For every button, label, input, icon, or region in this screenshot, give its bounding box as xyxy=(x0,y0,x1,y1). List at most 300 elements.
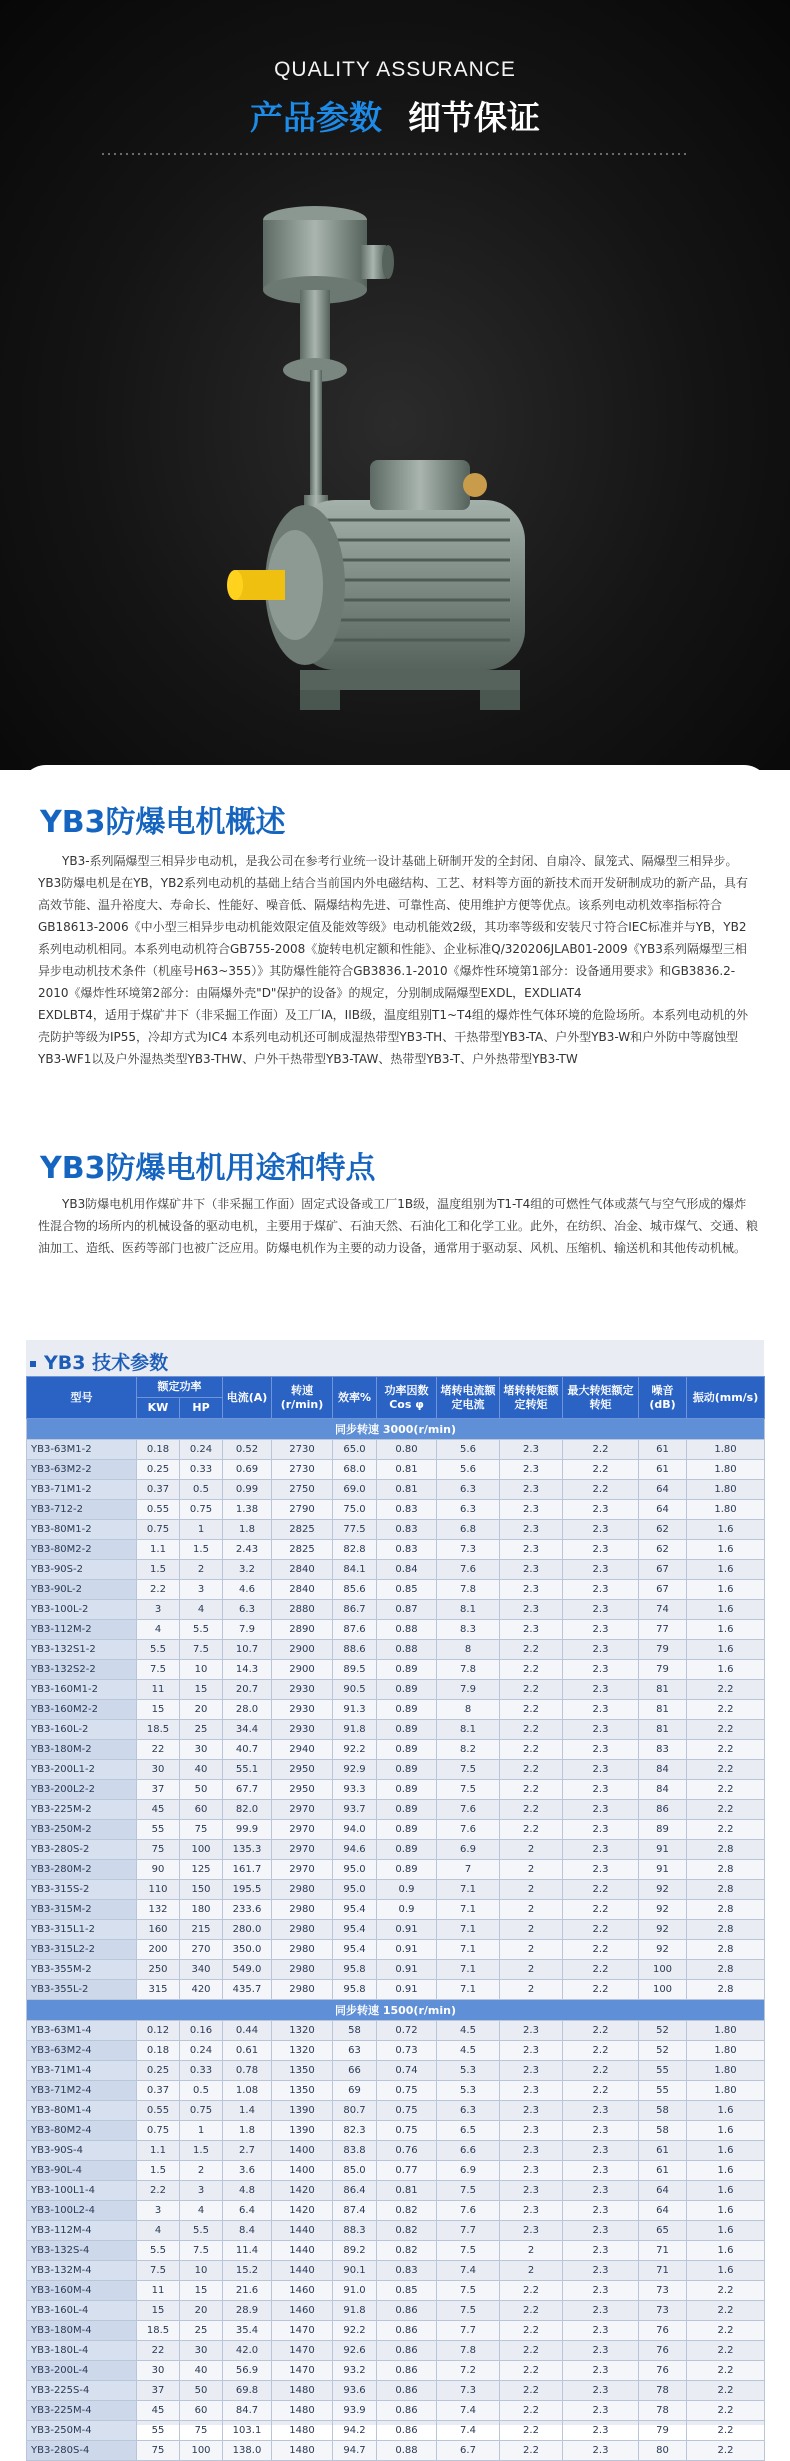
table-cell: 0.75 xyxy=(377,2081,437,2101)
table-cell: 0.69 xyxy=(223,1460,272,1480)
table-cell: 1460 xyxy=(272,2281,333,2301)
model-cell: YB3-160M-4 xyxy=(27,2281,137,2301)
th-speed: 转速(r/min) xyxy=(272,1377,333,1419)
table-cell: 2.2 xyxy=(500,2401,563,2421)
table-cell: 2.8 xyxy=(687,1980,765,2000)
table-cell: 2 xyxy=(500,1880,563,1900)
table-cell: 94.7 xyxy=(333,2441,377,2461)
table-cell: 0.61 xyxy=(223,2041,272,2061)
table-cell: 1.80 xyxy=(687,1500,765,1520)
table-cell: 340 xyxy=(180,1960,223,1980)
table-cell: 88.6 xyxy=(333,1640,377,1660)
table-cell: 4.6 xyxy=(223,1580,272,1600)
table-cell: 0.75 xyxy=(180,2101,223,2121)
table-cell: 1.6 xyxy=(687,1580,765,1600)
table-cell: 280.0 xyxy=(223,1920,272,1940)
table-cell: 2.3 xyxy=(500,2021,563,2041)
table-cell: 61 xyxy=(639,1460,687,1480)
table-cell: 2.8 xyxy=(687,1940,765,1960)
table-cell: 0.9 xyxy=(377,1900,437,1920)
table-cell: 0.82 xyxy=(377,2221,437,2241)
table-cell: 0.86 xyxy=(377,2421,437,2441)
table-cell: 2730 xyxy=(272,1460,333,1480)
table-cell: 2.3 xyxy=(563,1700,639,1720)
table-cell: 420 xyxy=(180,1980,223,2000)
model-cell: YB3-80M2-4 xyxy=(27,2121,137,2141)
table-cell: 83.8 xyxy=(333,2141,377,2161)
model-cell: YB3-160M2-2 xyxy=(27,1700,137,1720)
table-cell: 2.2 xyxy=(500,2421,563,2441)
table-cell: 8 xyxy=(437,1700,500,1720)
table-cell: 0.82 xyxy=(377,2241,437,2261)
table-cell: 0.84 xyxy=(377,1560,437,1580)
table-cell: 92.6 xyxy=(333,2341,377,2361)
table-cell: 82.8 xyxy=(333,1540,377,1560)
table-cell: 0.16 xyxy=(180,2021,223,2041)
table-row xyxy=(27,1720,765,1740)
table-cell: 5.6 xyxy=(437,1460,500,1480)
table-cell: 1.8 xyxy=(223,2121,272,2141)
table-cell: 5.3 xyxy=(437,2061,500,2081)
table-cell: 0.75 xyxy=(180,1500,223,1520)
table-cell: 2.2 xyxy=(687,1800,765,1820)
table-cell: 0.89 xyxy=(377,1780,437,1800)
th-hp: HP xyxy=(180,1398,223,1419)
usage-title: YB3防爆电机用途和特点 xyxy=(40,1151,376,1186)
table-cell: 84 xyxy=(639,1760,687,1780)
table-cell: 7.9 xyxy=(437,1680,500,1700)
table-cell: 6.8 xyxy=(437,1520,500,1540)
table-cell: 45 xyxy=(137,2401,180,2421)
th-locked-rotor-current: 堵转电流额定电流 xyxy=(437,1377,500,1419)
table-cell: 1420 xyxy=(272,2181,333,2201)
table-cell: 78 xyxy=(639,2401,687,2421)
table-cell: 2 xyxy=(500,1840,563,1860)
table-cell: 77.5 xyxy=(333,1520,377,1540)
table-cell: 95.8 xyxy=(333,1960,377,1980)
table-cell: 0.86 xyxy=(377,2401,437,2421)
table-cell: 100 xyxy=(639,1980,687,2000)
table-cell: 0.25 xyxy=(137,1460,180,1480)
table-cell: 2.3 xyxy=(563,1740,639,1760)
table-cell: 34.4 xyxy=(223,1720,272,1740)
table-cell: 7.5 xyxy=(137,2261,180,2281)
table-cell: 2.2 xyxy=(687,2301,765,2321)
table-cell: 8 xyxy=(437,1640,500,1660)
cn-heading-details: 细节保证 xyxy=(408,98,540,137)
table-cell: 1.6 xyxy=(687,1660,765,1680)
table-cell: 75 xyxy=(137,2441,180,2461)
table-cell: 1 xyxy=(180,2121,223,2141)
table-cell: 7.5 xyxy=(180,2241,223,2261)
table-cell: 2.2 xyxy=(137,2181,180,2201)
spec-table-body xyxy=(27,1419,765,2461)
table-cell: 2.3 xyxy=(500,2061,563,2081)
table-row xyxy=(27,1580,765,1600)
table-cell: 5.5 xyxy=(180,2221,223,2241)
table-cell: 1.6 xyxy=(687,1540,765,1560)
table-cell: 2.3 xyxy=(500,1620,563,1640)
table-cell: 2.2 xyxy=(687,2341,765,2361)
table-cell: 0.5 xyxy=(180,2081,223,2101)
model-cell: YB3-250M-4 xyxy=(27,2421,137,2441)
table-cell: 79 xyxy=(639,2421,687,2441)
table-cell: 8.1 xyxy=(437,1720,500,1740)
table-cell: 2.3 xyxy=(563,2101,639,2121)
table-cell: 50 xyxy=(180,2381,223,2401)
table-cell: 71 xyxy=(639,2261,687,2281)
table-cell: 2.2 xyxy=(687,1700,765,1720)
model-cell: YB3-63M1-2 xyxy=(27,1440,137,1460)
table-cell: 2.3 xyxy=(563,1860,639,1880)
table-cell: 2.2 xyxy=(500,2321,563,2341)
table-cell: 3.6 xyxy=(223,2161,272,2181)
table-row xyxy=(27,2121,765,2141)
table-cell: 1.6 xyxy=(687,2241,765,2261)
table-cell: 83 xyxy=(639,1740,687,1760)
table-cell: 76 xyxy=(639,2321,687,2341)
table-row xyxy=(27,1520,765,1540)
table-cell: 2.3 xyxy=(500,2161,563,2181)
table-cell: 0.86 xyxy=(377,2321,437,2341)
table-cell: 1.6 xyxy=(687,2181,765,2201)
table-cell: 2.3 xyxy=(563,2121,639,2141)
table-cell: 0.86 xyxy=(377,2361,437,2381)
overview-text xyxy=(38,850,758,1070)
table-cell: 22 xyxy=(137,2341,180,2361)
table-row xyxy=(27,1960,765,1980)
table-cell: 7.5 xyxy=(437,1780,500,1800)
table-cell: 94.6 xyxy=(333,1840,377,1860)
table-cell: 89.5 xyxy=(333,1660,377,1680)
table-row xyxy=(27,2201,765,2221)
table-cell: 0.81 xyxy=(377,1480,437,1500)
motor-product-image xyxy=(240,200,580,740)
table-cell: 2.3 xyxy=(563,1540,639,1560)
model-cell: YB3-80M1-4 xyxy=(27,2101,137,2121)
table-cell: 160 xyxy=(137,1920,180,1940)
table-cell: 2.3 xyxy=(563,2401,639,2421)
table-cell: 87.4 xyxy=(333,2201,377,2221)
model-cell: YB3-712-2 xyxy=(27,1500,137,1520)
table-cell: 2.3 xyxy=(500,1480,563,1500)
table-row xyxy=(27,2421,765,2441)
table-cell: 2.3 xyxy=(563,2361,639,2381)
model-cell: YB3-355M-2 xyxy=(27,1960,137,1980)
table-cell: 92 xyxy=(639,1940,687,1960)
table-cell: 95.4 xyxy=(333,1920,377,1940)
table-cell: 81 xyxy=(639,1700,687,1720)
table-cell: 0.89 xyxy=(377,1680,437,1700)
table-cell: 0.5 xyxy=(180,1480,223,1500)
table-cell: 1480 xyxy=(272,2401,333,2421)
table-cell: 28.0 xyxy=(223,1700,272,1720)
table-cell: 2.3 xyxy=(500,1520,563,1540)
table-cell: 8.4 xyxy=(223,2221,272,2241)
table-cell: 69.8 xyxy=(223,2381,272,2401)
table-cell: 2825 xyxy=(272,1540,333,1560)
table-cell: 2930 xyxy=(272,1680,333,1700)
table-cell: 20 xyxy=(180,2301,223,2321)
table-cell: 215 xyxy=(180,1920,223,1940)
table-cell: 90 xyxy=(137,1860,180,1880)
model-cell: YB3-63M2-4 xyxy=(27,2041,137,2061)
table-cell: 2.3 xyxy=(500,2181,563,2201)
table-cell: 0.72 xyxy=(377,2021,437,2041)
table-cell: 7.5 xyxy=(437,2181,500,2201)
table-cell: 1350 xyxy=(272,2081,333,2101)
model-cell: YB3-90L-2 xyxy=(27,1580,137,1600)
speed-group-row xyxy=(27,1419,765,1440)
table-cell: 10 xyxy=(180,2261,223,2281)
table-cell: 78 xyxy=(639,2381,687,2401)
table-cell: 2980 xyxy=(272,1920,333,1940)
table-cell: 6.9 xyxy=(437,2161,500,2181)
table-cell: 2.2 xyxy=(500,1740,563,1760)
table-cell: 7.7 xyxy=(437,2221,500,2241)
table-cell: 95.0 xyxy=(333,1860,377,1880)
table-cell: 2.3 xyxy=(500,2221,563,2241)
table-cell: 2930 xyxy=(272,1720,333,1740)
table-cell: 82.0 xyxy=(223,1800,272,1820)
th-noise: 噪音(dB) xyxy=(639,1377,687,1419)
table-cell: 0.9 xyxy=(377,1880,437,1900)
table-row xyxy=(27,1860,765,1880)
table-cell: 65.0 xyxy=(333,1440,377,1460)
table-cell: 15 xyxy=(137,1700,180,1720)
table-cell: 95.0 xyxy=(333,1880,377,1900)
table-cell: 0.86 xyxy=(377,2381,437,2401)
table-cell: 0.82 xyxy=(377,2201,437,2221)
model-cell: YB3-132M-4 xyxy=(27,2261,137,2281)
table-cell: 15 xyxy=(180,2281,223,2301)
table-cell: 69.0 xyxy=(333,1480,377,1500)
table-cell: 60 xyxy=(180,1800,223,1820)
table-cell: 90.5 xyxy=(333,1680,377,1700)
table-cell: 80 xyxy=(639,2441,687,2461)
table-cell: 1.6 xyxy=(687,2201,765,2221)
table-cell: 0.37 xyxy=(137,2081,180,2101)
table-cell: 25 xyxy=(180,1720,223,1740)
table-cell: 2950 xyxy=(272,1760,333,1780)
table-cell: 161.7 xyxy=(223,1860,272,1880)
table-cell: 1.6 xyxy=(687,1560,765,1580)
cn-heading xyxy=(0,92,790,139)
table-cell: 2.3 xyxy=(500,1460,563,1480)
table-cell: 61 xyxy=(639,1440,687,1460)
table-cell: 6.3 xyxy=(437,1500,500,1520)
table-cell: 1.80 xyxy=(687,2081,765,2101)
table-cell: 30 xyxy=(137,1760,180,1780)
th-kw: KW xyxy=(137,1398,180,1419)
table-cell: 2.3 xyxy=(563,1600,639,1620)
table-cell: 2790 xyxy=(272,1500,333,1520)
table-cell: 0.88 xyxy=(377,2441,437,2461)
table-cell: 2.3 xyxy=(563,2261,639,2281)
table-cell: 2.8 xyxy=(687,1860,765,1880)
table-cell: 0.91 xyxy=(377,1980,437,2000)
table-cell: 21.6 xyxy=(223,2281,272,2301)
table-row xyxy=(27,1940,765,1960)
table-cell: 56.9 xyxy=(223,2361,272,2381)
table-cell: 2.3 xyxy=(563,2441,639,2461)
table-cell: 2750 xyxy=(272,1480,333,1500)
table-cell: 1350 xyxy=(272,2061,333,2081)
speed-group-label: 同步转速 3000(r/min) xyxy=(27,1419,765,1440)
table-cell: 7.1 xyxy=(437,1980,500,2000)
table-cell: 1.1 xyxy=(137,1540,180,1560)
table-cell: 1.80 xyxy=(687,1480,765,1500)
table-cell: 11 xyxy=(137,2281,180,2301)
table-cell: 18.5 xyxy=(137,1720,180,1740)
table-cell: 91.3 xyxy=(333,1700,377,1720)
table-cell: 2.3 xyxy=(563,2381,639,2401)
table-cell: 2.2 xyxy=(563,1880,639,1900)
table-cell: 64 xyxy=(639,2201,687,2221)
table-row xyxy=(27,1800,765,1820)
table-cell: 100 xyxy=(180,1840,223,1860)
table-row xyxy=(27,1680,765,1700)
dotted-divider xyxy=(100,152,690,156)
table-cell: 0.77 xyxy=(377,2161,437,2181)
table-row xyxy=(27,1840,765,1860)
table-cell: 2 xyxy=(500,1960,563,1980)
table-cell: 2 xyxy=(500,2261,563,2281)
th-breakdown-torque: 最大转矩额定转矩 xyxy=(563,1377,639,1419)
table-cell: 68.0 xyxy=(333,1460,377,1480)
table-cell: 2.8 xyxy=(687,1880,765,1900)
table-cell: 0.55 xyxy=(137,2101,180,2121)
table-cell: 2890 xyxy=(272,1620,333,1640)
table-cell: 2880 xyxy=(272,1600,333,1620)
table-cell: 22 xyxy=(137,1740,180,1760)
overview-paragraph-2: EXDLBT4，适用于煤矿井下（非采掘工作面）及工厂IA，IIB级，温度组别T1~T4组的爆炸性气体环境的危险场所。本系列电动机的外壳防护等级为IP55，冷却方式为IC4 本系列电动机还可制成湿热带型YB3-TH、干热带型YB3-TA、户外型YB3-W和户外防中等腐蚀型YB3-WF1以及户外湿热类型YB3-THW、户外干热带型YB3-TAW、热带型YB3-T、户外热带型YB3-TW xyxy=(38,1008,748,1066)
table-cell: 2 xyxy=(180,2161,223,2181)
model-cell: YB3-71M2-4 xyxy=(27,2081,137,2101)
table-cell: 55 xyxy=(137,1820,180,1840)
table-cell: 20.7 xyxy=(223,1680,272,1700)
table-cell: 30 xyxy=(137,2361,180,2381)
table-cell: 1320 xyxy=(272,2021,333,2041)
table-cell: 2.3 xyxy=(500,1500,563,1520)
table-cell: 0.89 xyxy=(377,1720,437,1740)
table-cell: 11 xyxy=(137,1680,180,1700)
table-cell: 92.2 xyxy=(333,2321,377,2341)
speed-group-row xyxy=(27,2000,765,2021)
table-row xyxy=(27,2141,765,2161)
table-cell: 7.4 xyxy=(437,2261,500,2281)
table-cell: 270 xyxy=(180,1940,223,1960)
model-cell: YB3-100L2-4 xyxy=(27,2201,137,2221)
table-cell: 2.2 xyxy=(687,2381,765,2401)
table-cell: 61 xyxy=(639,2141,687,2161)
table-cell: 2.3 xyxy=(500,1540,563,1560)
table-cell: 2.3 xyxy=(500,1580,563,1600)
table-cell: 0.89 xyxy=(377,1840,437,1860)
table-cell: 92 xyxy=(639,1920,687,1940)
table-cell: 95.4 xyxy=(333,1900,377,1920)
table-cell: 2900 xyxy=(272,1640,333,1660)
table-cell: 2.3 xyxy=(563,1660,639,1680)
table-cell: 0.85 xyxy=(377,2281,437,2301)
table-cell: 0.74 xyxy=(377,2061,437,2081)
table-cell: 2.3 xyxy=(500,2041,563,2061)
table-cell: 1.6 xyxy=(687,2141,765,2161)
table-cell: 94.0 xyxy=(333,1820,377,1840)
table-cell: 2980 xyxy=(272,1880,333,1900)
table-cell: 10 xyxy=(180,1660,223,1680)
table-cell: 6.3 xyxy=(437,2101,500,2121)
table-cell: 0.86 xyxy=(377,2301,437,2321)
table-cell: 93.3 xyxy=(333,1780,377,1800)
table-row xyxy=(27,1920,765,1940)
table-cell: 3 xyxy=(137,2201,180,2221)
table-cell: 1.5 xyxy=(180,1540,223,1560)
table-cell: 18.5 xyxy=(137,2321,180,2341)
table-cell: 30 xyxy=(180,1740,223,1760)
table-row xyxy=(27,2341,765,2361)
table-row xyxy=(27,1640,765,1660)
table-cell: 2.3 xyxy=(563,2201,639,2221)
table-row xyxy=(27,2181,765,2201)
model-cell: YB3-225S-4 xyxy=(27,2381,137,2401)
table-cell: 89.2 xyxy=(333,2241,377,2261)
table-cell: 125 xyxy=(180,1860,223,1880)
table-cell: 1480 xyxy=(272,2421,333,2441)
table-cell: 2730 xyxy=(272,1440,333,1460)
table-cell: 1.5 xyxy=(180,2141,223,2161)
table-cell: 64 xyxy=(639,1480,687,1500)
model-cell: YB3-90S-2 xyxy=(27,1560,137,1580)
table-cell: 1.1 xyxy=(137,2141,180,2161)
table-cell: 1.80 xyxy=(687,1460,765,1480)
table-cell: 0.89 xyxy=(377,1700,437,1720)
table-row xyxy=(27,1700,765,1720)
model-cell: YB3-80M2-2 xyxy=(27,1540,137,1560)
table-cell: 1.5 xyxy=(137,1560,180,1580)
table-cell: 2.2 xyxy=(563,1960,639,1980)
table-cell: 0.25 xyxy=(137,2061,180,2081)
model-cell: YB3-355L-2 xyxy=(27,1980,137,2000)
table-cell: 93.7 xyxy=(333,1800,377,1820)
table-cell: 73 xyxy=(639,2281,687,2301)
table-cell: 1400 xyxy=(272,2161,333,2181)
table-cell: 2.2 xyxy=(687,1740,765,1760)
table-cell: 52 xyxy=(639,2021,687,2041)
table-cell: 1460 xyxy=(272,2301,333,2321)
table-cell: 95.8 xyxy=(333,1980,377,2000)
table-cell: 80.7 xyxy=(333,2101,377,2121)
table-cell: 2.3 xyxy=(500,2121,563,2141)
table-cell: 180 xyxy=(180,1900,223,1920)
table-cell: 92 xyxy=(639,1880,687,1900)
table-cell: 1.6 xyxy=(687,1600,765,1620)
table-cell: 0.83 xyxy=(377,1500,437,1520)
table-row xyxy=(27,1740,765,1760)
model-cell: YB3-280S-4 xyxy=(27,2441,137,2461)
model-cell: YB3-160M1-2 xyxy=(27,1680,137,1700)
table-cell: 0.89 xyxy=(377,1660,437,1680)
table-cell: 2825 xyxy=(272,1520,333,1540)
table-cell: 2.8 xyxy=(687,1900,765,1920)
table-cell: 75.0 xyxy=(333,1500,377,1520)
table-cell: 91 xyxy=(639,1860,687,1880)
table-cell: 1.6 xyxy=(687,2261,765,2281)
table-cell: 7.1 xyxy=(437,1960,500,1980)
table-cell: 0.89 xyxy=(377,1820,437,1840)
model-cell: YB3-90S-4 xyxy=(27,2141,137,2161)
table-cell: 30 xyxy=(180,2341,223,2361)
